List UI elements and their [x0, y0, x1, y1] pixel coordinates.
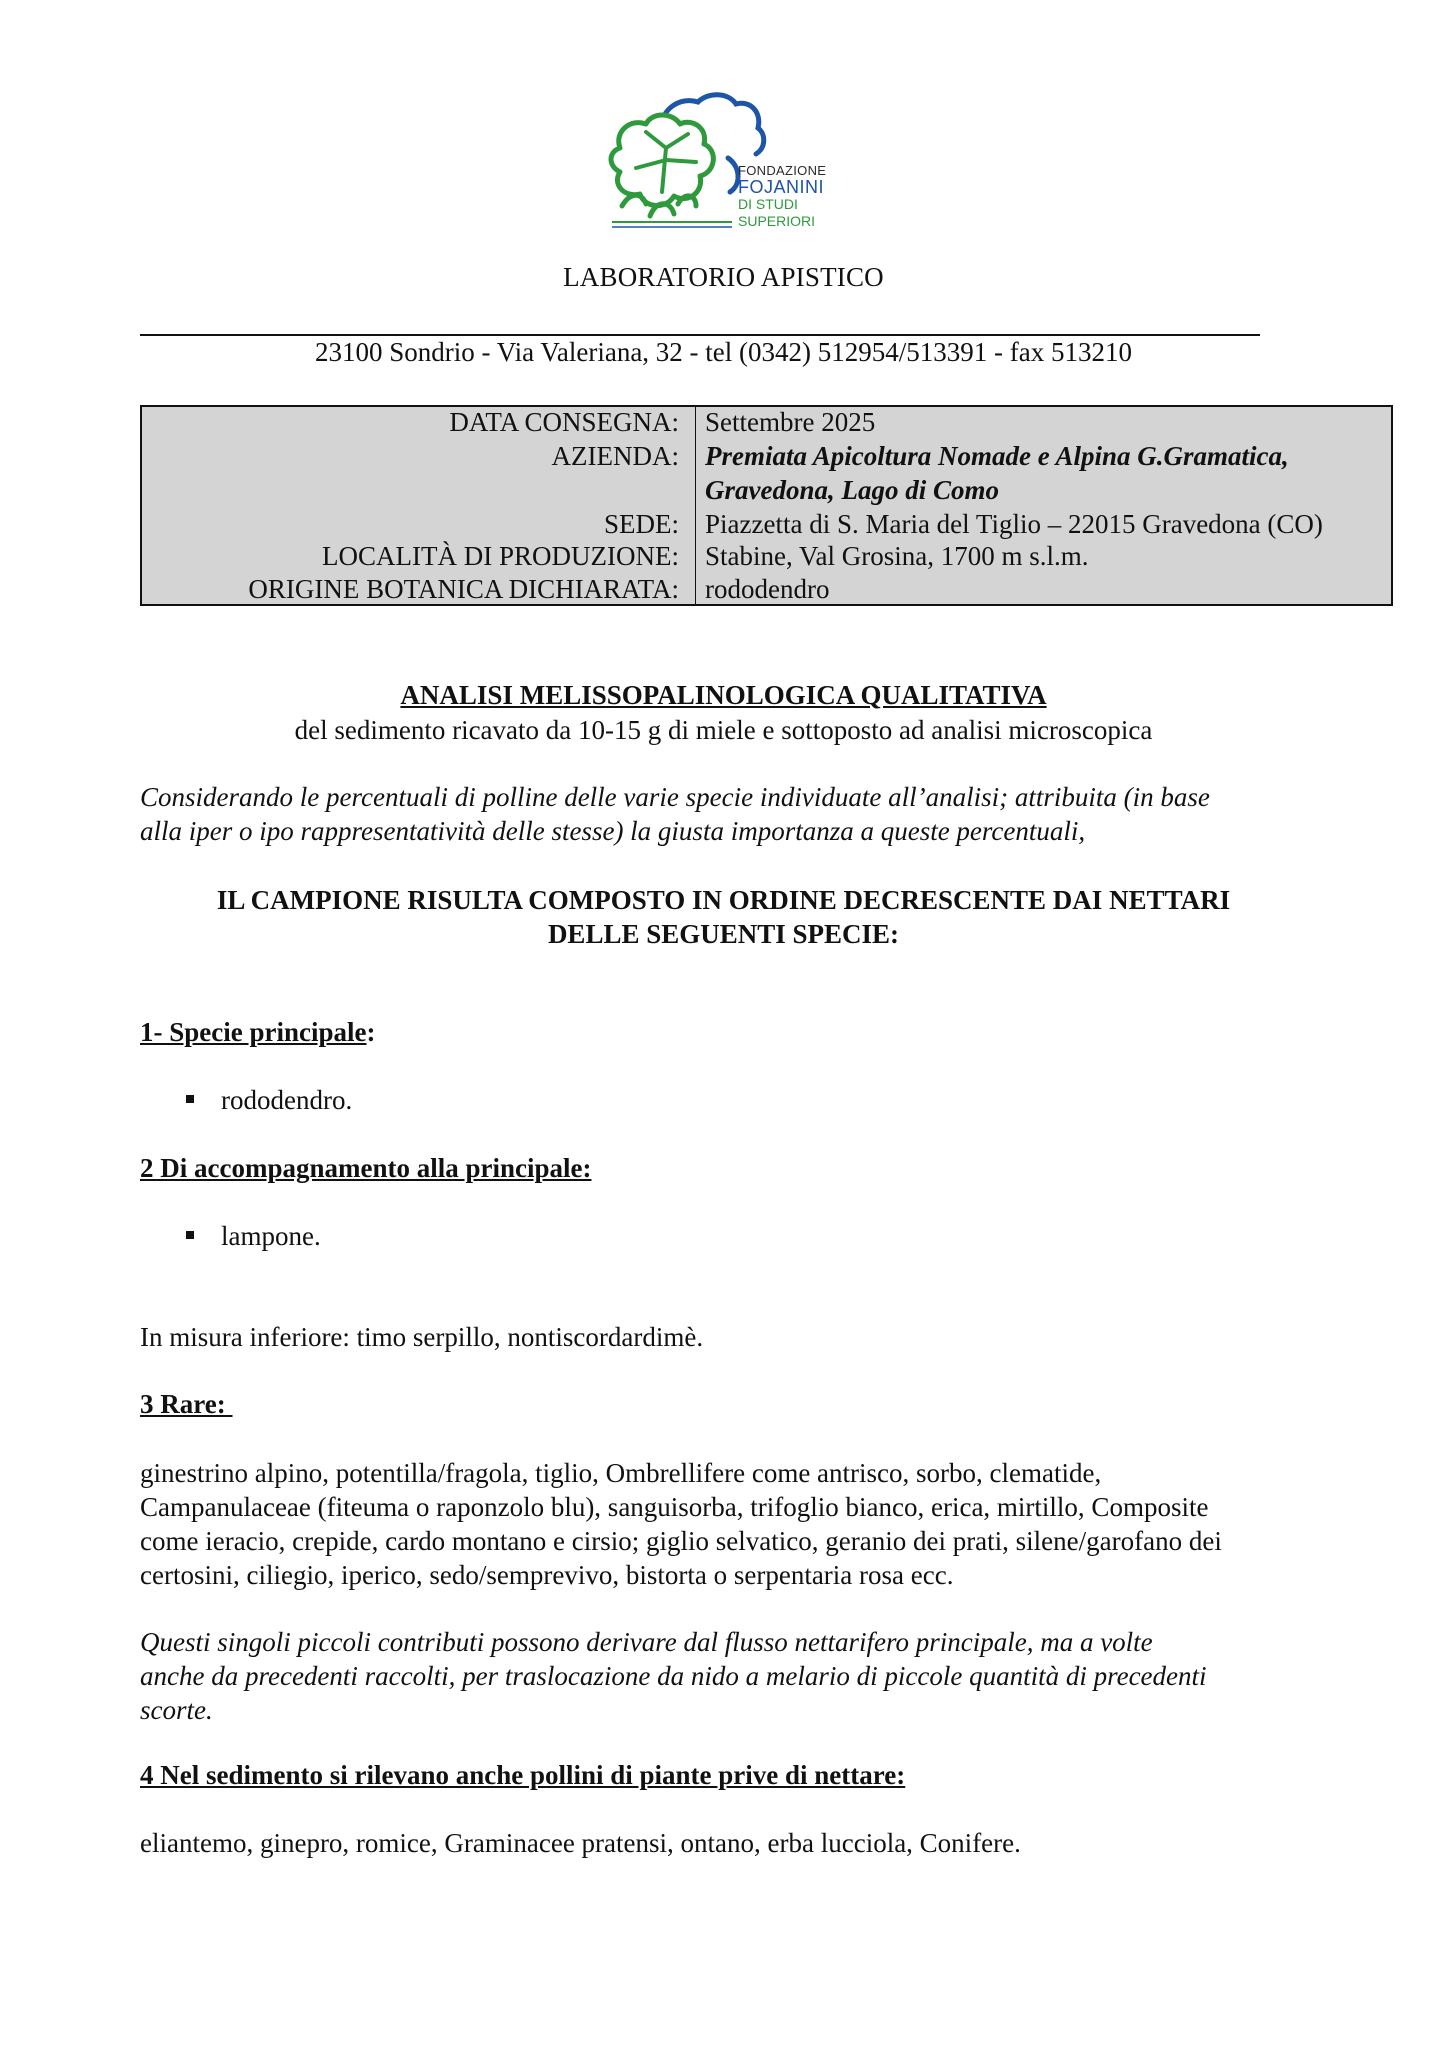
questi-line-2: anche da precedenti raccolti, per traslocazione da nido a melario di piccole quantità di precedenti — [140, 1661, 1207, 1691]
azienda-value-line-2: Gravedona, Lago di Como — [705, 475, 999, 505]
section-2-item — [186, 1221, 321, 1252]
section-2-item-text: lampone. — [221, 1221, 321, 1251]
campione-line-1: IL CAMPIONE RISULTA COMPOSTO IN ORDINE DECRESCENTE DAI NETTARI — [216, 885, 1231, 915]
questi-line-3: scorte. — [140, 1695, 213, 1725]
section-4-heading: 4 Nel sedimento si rilevano anche pollini di piante prive di nettare: — [140, 1760, 906, 1790]
section-1-colon: : — [366, 1017, 376, 1047]
azienda-label: AZIENDA: — [551, 441, 679, 471]
section-3-heading: 3 Rare: — [140, 1389, 233, 1419]
sample-info-box — [140, 405, 1393, 606]
section-2-heading: 2 Di accompagnamento alla principale: — [140, 1153, 592, 1183]
campione-line-2: DELLE SEGUENTI SPECIE: — [547, 919, 900, 949]
rare-line-2: Campanulaceae (fiteuma o raponzolo blu), sanguisorba, trifoglio bianco, erica, mirtillo, Composite — [140, 1492, 1209, 1522]
info-column-divider — [695, 407, 696, 604]
lab-address: 23100 Sondrio - Via Valeriana, 32 - tel (0342) 512954/513391 - fax 513210 — [314, 337, 1132, 367]
lab-title: LABORATORIO APISTICO — [563, 262, 884, 292]
rare-line-1: ginestrino alpino, potentilla/fragola, tiglio, Ombrellifere come antrisco, sorbo, clematide, — [140, 1458, 1102, 1488]
logo-line-4: SUPERIORI — [738, 213, 816, 229]
sede-value: Piazzetta di S. Maria del Tiglio – 22015 Gravedona (CO) — [705, 509, 1323, 539]
logo-line-3: DI STUDI — [738, 196, 798, 212]
section-1-heading-text: 1- Specie principale — [140, 1017, 367, 1047]
origine-value: rododendro — [705, 574, 830, 604]
header-divider — [140, 334, 1260, 336]
considerando-paragraph — [140, 780, 1318, 848]
section-1-item — [186, 1085, 352, 1116]
questi-line-1: Questi singoli piccoli contributi possono derivare dal flusso nettarifero principale, ma a volte — [140, 1627, 1153, 1657]
data-consegna-label: DATA CONSEGNA: — [449, 407, 679, 437]
localita-value: Stabine, Val Grosina, 1700 m s.l.m. — [705, 541, 1089, 571]
section-1-item-text: rododendro. — [221, 1085, 353, 1115]
analysis-subtitle: del sedimento ricavato da 10-15 g di miele e sottoposto ad analisi microscopica — [294, 715, 1153, 745]
fondazione-fojanini-logo — [600, 88, 850, 238]
localita-label: LOCALITÀ DI PRODUZIONE: — [322, 541, 679, 571]
analysis-title: ANALISI MELISSOPALINOLOGICA QUALITATIVA — [400, 680, 1047, 710]
logo-line-2: FOJANINI — [738, 177, 825, 197]
section-4-list: eliantemo, ginepro, romice, Graminacee pratensi, ontano, erba lucciola, Conifere. — [140, 1828, 1021, 1858]
bullet-square-icon — [186, 1095, 194, 1103]
azienda-value-line-1: Premiata Apicoltura Nomade e Alpina G.Gramatica, — [705, 441, 1289, 471]
bullet-square-icon — [186, 1231, 194, 1239]
rare-line-4: certosini, ciliegio, iperico, sedo/semprevivo, bistorta o serpentaria rosa ecc. — [140, 1560, 954, 1590]
considerando-line-1: Considerando le percentuali di polline delle varie specie individuate all’analisi; attribuita (in base — [140, 782, 1210, 812]
section-1-heading — [140, 1017, 375, 1048]
campione-heading — [0, 883, 1447, 951]
origine-label: ORIGINE BOTANICA DICHIARATA: — [248, 574, 679, 604]
questi-paragraph — [140, 1625, 1318, 1727]
rare-line-3: come ieracio, crepide, cardo montano e cirsio; giglio selvatico, geranio dei prati, silene/garofano dei — [140, 1526, 1222, 1556]
data-consegna-value: Settembre 2025 — [705, 407, 876, 437]
logo-wordmark — [738, 162, 826, 230]
rare-paragraph — [140, 1456, 1318, 1592]
sede-label: SEDE: — [603, 509, 679, 539]
logo-line-1: FONDAZIONE — [738, 163, 827, 178]
considerando-line-2: alla iper o ipo rappresentatività delle stesse) la giusta importanza a queste percentuali, — [140, 816, 1086, 846]
inferiore-line: In misura inferiore: timo serpillo, nontiscordardimè. — [140, 1322, 704, 1352]
